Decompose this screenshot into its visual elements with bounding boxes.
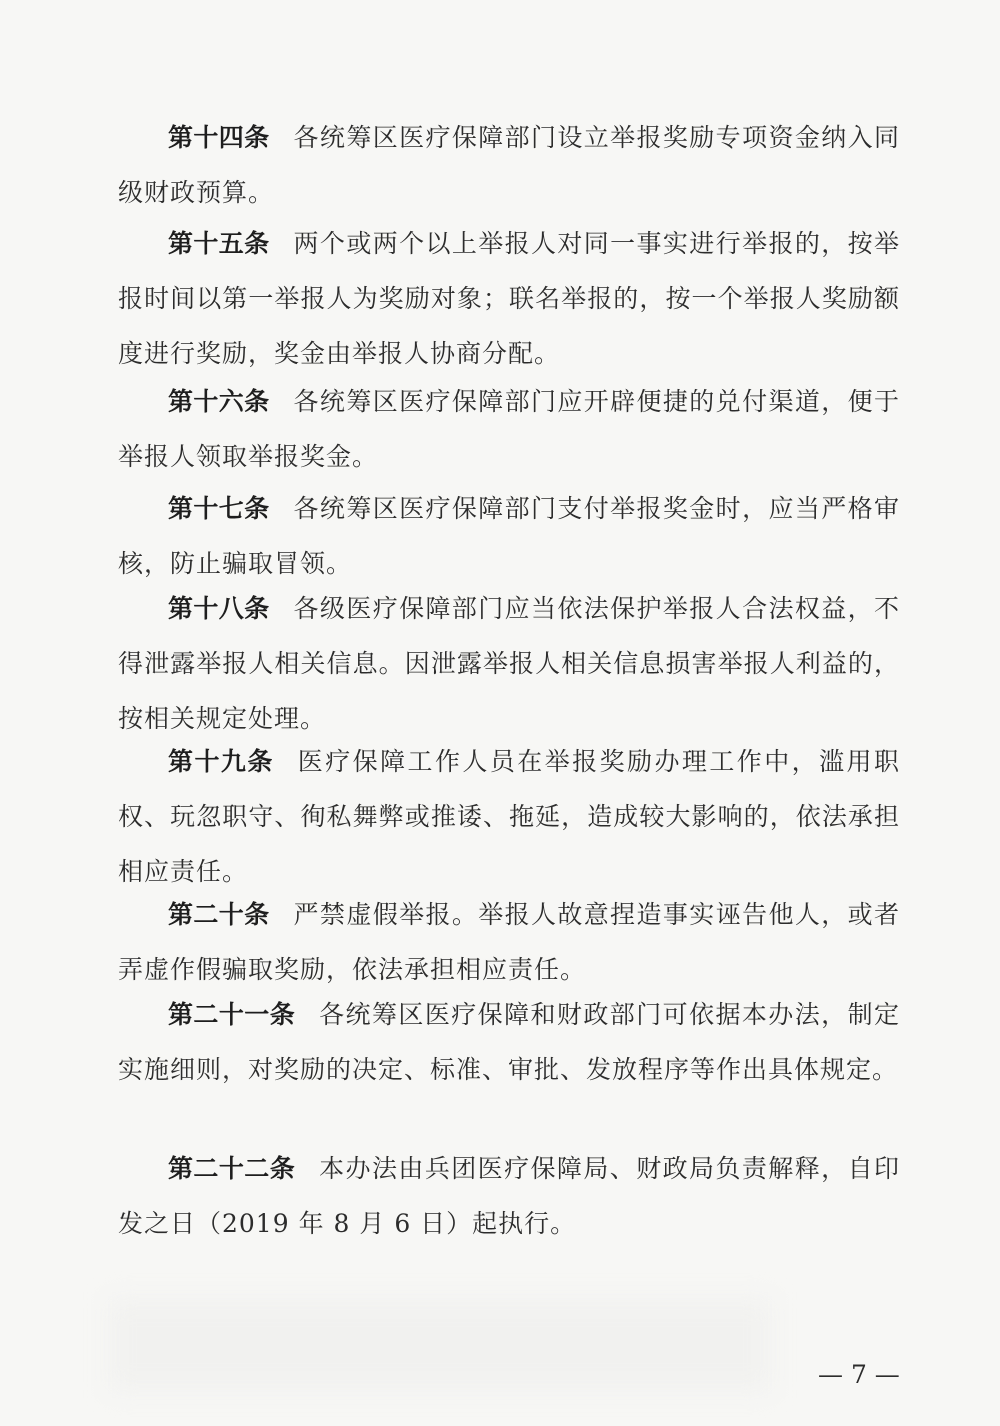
article-number: 第十八条 [168,594,270,623]
page-number: — 7 — [818,1360,900,1389]
article-text: 各统筹区医疗保障部门支付举报奖金时，应当严格审核，防止骗取冒领。 [118,494,900,578]
article-number: 第十七条 [168,494,270,523]
article-text: 严禁虚假举报。举报人故意捏造事实诬告他人，或者弄虚作假骗取奖励，依法承担相应责任。 [118,900,900,984]
article-21 [118,987,900,1097]
article-text: 本办法由兵团医疗保障局、财政局负责解释，自印发之日（2019 年 8 月 6 日）起执行。 [118,1154,900,1238]
article-15 [118,216,900,381]
article-16 [118,374,900,484]
article-18 [118,581,900,746]
article-20 [118,887,900,997]
article-text: 医疗保障工作人员在举报奖励办理工作中，滥用职权、玩忽职守、徇私舞弊或推诿、拖延，造成较大影响的，依法承担相应责任。 [118,747,900,886]
article-number: 第十五条 [168,229,270,258]
article-22 [118,1141,900,1251]
article-14 [118,110,900,220]
article-number: 第十四条 [168,123,270,152]
article-number: 第十六条 [168,387,270,416]
article-number: 第二十一条 [168,1000,296,1029]
article-number: 第二十条 [168,900,270,929]
article-text: 各统筹区医疗保障和财政部门可依据本办法，制定实施细则，对奖励的决定、标准、审批、发放程序等作出具体规定。 [118,1000,900,1084]
scan-smudge [110,1300,770,1390]
article-text: 两个或两个以上举报人对同一事实进行举报的，按举报时间以第一举报人为奖励对象；联名举报的，按一个举报人奖励额度进行奖励，奖金由举报人协商分配。 [118,229,900,368]
article-19 [118,734,900,899]
article-text: 各级医疗保障部门应当依法保护举报人合法权益，不得泄露举报人相关信息。因泄露举报人相关信息损害举报人利益的，按相关规定处理。 [118,594,900,733]
article-text: 各统筹区医疗保障部门应开辟便捷的兑付渠道，便于举报人领取举报奖金。 [118,387,900,471]
article-number: 第十九条 [168,747,274,776]
article-number: 第二十二条 [168,1154,296,1183]
article-17 [118,481,900,591]
article-text: 各统筹区医疗保障部门设立举报奖励专项资金纳入同级财政预算。 [118,123,900,207]
